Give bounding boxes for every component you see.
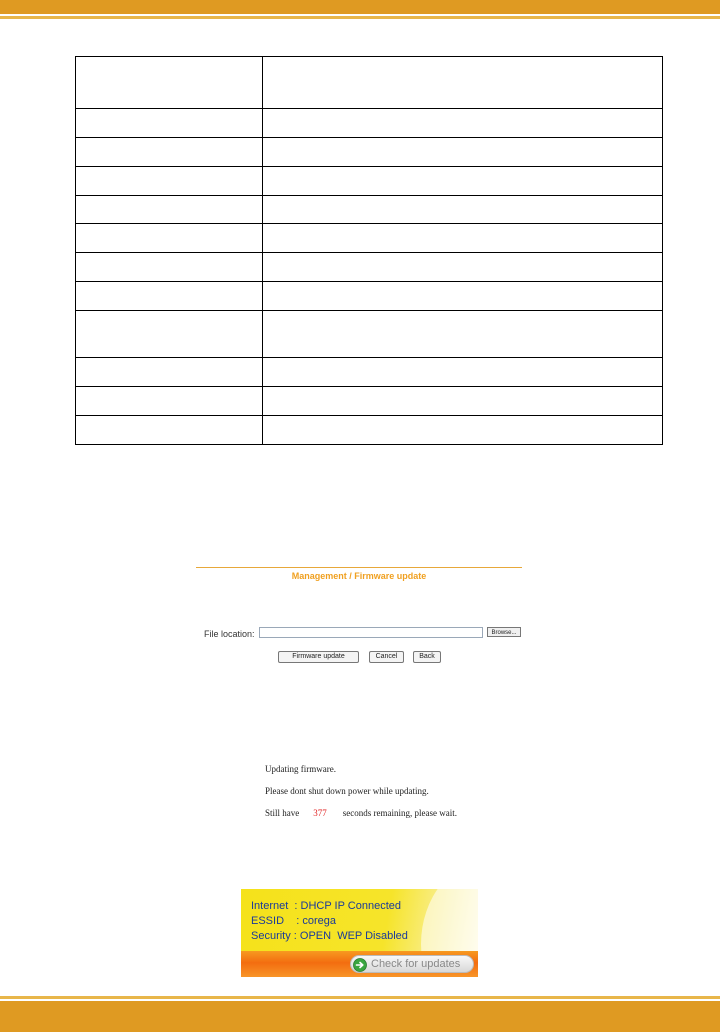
check-for-updates-label: Check for updates — [371, 958, 461, 970]
bottom-banner-rule — [0, 996, 720, 999]
table-cell — [76, 311, 263, 358]
remaining-suffix: seconds remaining, please wait. — [342, 808, 457, 818]
update-warning-text: Please dont shut down power while updating. — [265, 786, 429, 796]
table-row — [76, 282, 663, 311]
table-cell — [263, 196, 663, 224]
table-cell — [76, 416, 263, 445]
table-cell — [263, 109, 663, 138]
table-row — [76, 311, 663, 358]
remaining-time-text — [265, 808, 457, 818]
table-cell — [76, 387, 263, 416]
table-cell — [263, 224, 663, 253]
table-row — [76, 358, 663, 387]
table-row — [76, 224, 663, 253]
status-action-bar — [241, 951, 478, 977]
table-cell — [263, 387, 663, 416]
table-cell — [263, 138, 663, 167]
remaining-prefix: Still have — [265, 808, 300, 818]
internet-status: Internet : DHCP IP Connected — [251, 900, 402, 912]
table-cell — [76, 196, 263, 224]
table-cell — [76, 253, 263, 282]
panel-title: Management / Firmware update — [291, 571, 427, 581]
table-row — [76, 416, 663, 445]
top-banner-rule — [0, 16, 720, 19]
file-location-label: File location: — [204, 629, 255, 639]
table-row — [76, 138, 663, 167]
arrow-right-circle-icon — [353, 958, 367, 972]
bottom-banner — [0, 1001, 720, 1032]
empty-grid-table — [75, 56, 663, 445]
table-cell — [76, 57, 263, 109]
table-cell — [263, 311, 663, 358]
table-cell — [263, 282, 663, 311]
check-for-updates-button[interactable] — [350, 955, 474, 973]
table-cell — [76, 138, 263, 167]
table-cell — [76, 109, 263, 138]
table-row — [76, 196, 663, 224]
essid-status: ESSID : corega — [251, 915, 336, 927]
table-row — [76, 387, 663, 416]
table-cell — [76, 167, 263, 196]
table-cell — [263, 167, 663, 196]
router-status-panel — [241, 889, 478, 977]
table-row — [76, 57, 663, 109]
firmware-update-button[interactable]: Firmware update — [278, 651, 359, 663]
table-row — [76, 167, 663, 196]
top-banner — [0, 0, 720, 14]
security-status: Security : OPEN WEP Disabled — [251, 930, 408, 942]
table-cell — [76, 224, 263, 253]
countdown-seconds: 377 — [313, 808, 327, 818]
table-row — [76, 253, 663, 282]
back-button[interactable]: Back — [413, 651, 441, 663]
table-cell — [76, 282, 263, 311]
update-status-title: Updating firmware. — [265, 764, 336, 774]
table-cell — [263, 253, 663, 282]
table-cell — [263, 57, 663, 109]
table-cell — [263, 416, 663, 445]
cancel-button[interactable]: Cancel — [369, 651, 404, 663]
table-cell — [76, 358, 263, 387]
table-row — [76, 109, 663, 138]
table-cell — [263, 358, 663, 387]
browse-button[interactable]: Browse... — [487, 627, 521, 637]
file-location-input[interactable] — [259, 627, 483, 638]
panel-title-rule — [196, 567, 522, 568]
firmware-update-panel — [196, 566, 524, 676]
